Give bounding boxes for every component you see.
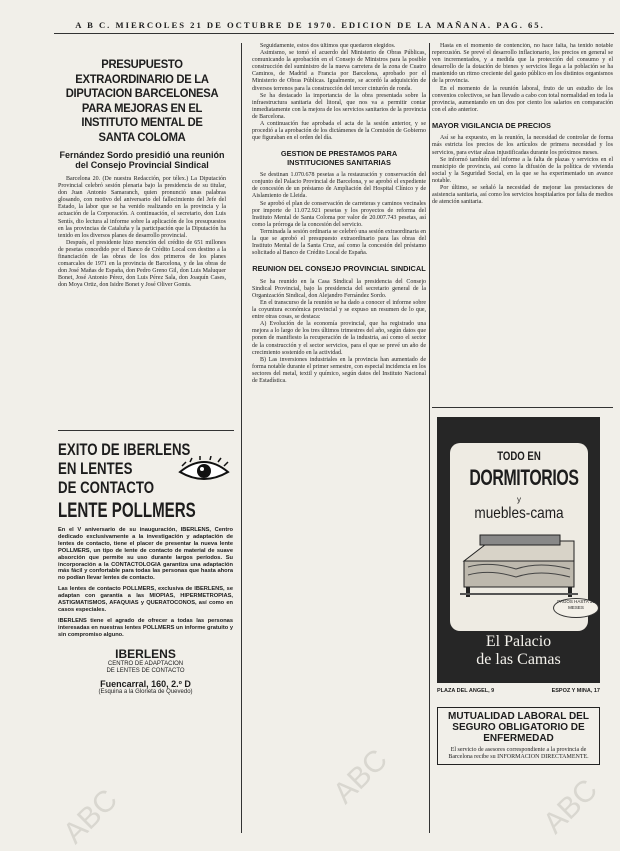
- column-3: [432, 43, 613, 401]
- page-header: A B C. MIERCOLES 21 DE OCTUBRE DE 1970. EDICION DE LA MAÑANA. PAG. 65.: [75, 20, 545, 30]
- ad-address-1: PLAZA DEL ANGEL, 9: [437, 688, 495, 694]
- ad-address-2: ESPOZ Y MINA, 17: [551, 688, 600, 694]
- ad-dormitorios: DORMITORIOS: [469, 465, 579, 490]
- section-rule: [58, 430, 234, 431]
- ad-mutualidad-title: MUTUALIDAD LABORAL DEL SEGURO OBLIGATORIO DE ENFERMEDAD: [448, 711, 589, 744]
- article-paragraph: En el momento de la reunión laboral, fruto de un estudio de los convenios colectivos, se han llevado a cabo con total normalidad en toda la provincia, aumentando en un dos por ciento los salarios en comparación con el año anterior.: [432, 85, 613, 113]
- ad-center-line2: DE LENTES DE CONTACTO: [106, 668, 185, 674]
- ad-address-note: (Esquina a la Glorieta de Quevedo): [98, 689, 193, 696]
- section-heading: GESTION DE PRESTAMOS PARA INSTITUCIONES SANITARIAS: [280, 149, 398, 167]
- ad-muebles-cama: muebles-cama: [474, 505, 564, 522]
- article-paragraph: Asimismo, se tomó el acuerdo del Ministerio de Obras Públicas, comunicando la aprobación en el Consejo de Ministros para la posible construcción del suministro de la nueva carretera de la zona de Cuatro Caminos, de Madrid a Francia por Barcelona, aprobado por el Ministerio de Obras Públicas. Igualmente, se acordó la adquisición de diversos terrenos para la construcción del tercer cinturón de ronda.: [252, 50, 426, 92]
- article-paragraph: Terminada la sesión ordinaria se celebró una sesión extraordinaria en la que se aprobó el presupuesto extraordinario para las obras del Instituto Mental de la Santa Cruz, así como la concesión del préstamo solicitado al Banco de Crédito Local de España.: [252, 228, 426, 257]
- article-paragraph: Se ha destacado la importancia de la obra presentada sobre la infraestructura sanitaria del litoral, que nos va a permitir contar inmediatamente con la mejora de los servicios sanitarios de la provincia de Barcelona.: [252, 92, 426, 120]
- ad-conjunction: y: [517, 495, 521, 504]
- ad-palacio-addresses: [437, 688, 600, 694]
- ad-title-line1: EXITO DE IBERLENS: [58, 440, 191, 459]
- article-paragraph: Así se ha expuesto, en la reunión, la necesidad de controlar de forma más estricta los precios de los artículos de primera necesidad y los servicios, para evitar alzas injustificadas durante los próximos meses.: [432, 135, 613, 156]
- article-paragraph: Hasta en el momento de contención, no hace falta, ha tenido notable repercusión. Se prevé el desarrollo inflacionario, los precios en general se ven incrementados, y a medida que la protección del consumo y el desarrollo de la dotación de bienes y servicios llega a la población se ha mantenido un ritmo creciente del gasto público en los distintos organismos de la provincia.: [432, 43, 613, 85]
- eye-icon: [178, 456, 230, 484]
- article-paragraph: Se ha reunido en la Casa Sindical la presidencia del Consejo Sindical Provincial, bajo la presidencia del secretario general de la Organización Sindical, don Alejandro Fernández Sordo.: [252, 278, 426, 299]
- section-rule: [432, 407, 613, 408]
- article-paragraph: En el transcurso de la reunión se ha dado a conocer el informe sobre la coyuntura económica provincial y se expuso un resumen de lo que, entre otras cosas, se destaca:: [252, 299, 426, 321]
- ad-title-line3: DE CONTACTO: [58, 478, 155, 497]
- article-paragraph: A continuación fue aprobada el acta de la sesión anterior, y se procedió a la aprobación de los dictámenes de la Comisión de Gobierno que figuraban en el orden del día.: [252, 121, 426, 142]
- ad-center-line1: CENTRO DE ADAPTACION: [107, 660, 184, 667]
- ad-todo-en: TODO EN: [497, 449, 541, 463]
- article-paragraph: Por último, se señaló la necesidad de mejorar las prestaciones de asistencia sanitaria, así como los servicios hospitalarios por falta de medios de atención sanitaria.: [432, 185, 613, 206]
- section-heading: REUNION DEL CONSEJO PROVINCIAL SINDICAL: [252, 264, 426, 274]
- article-paragraph: Se aprobó el plan de conservación de carreteras y caminos vecinales por importe de 11.072.921 pesetas y los proyectos de reforma del Instituto Mental de Santa Coloma por valor de 20.007.743 pesetas, así como la prórroga de la concesión del servicio.: [252, 200, 426, 228]
- ad-body: En el V aniversario de su inauguración, IBERLENS, Centro dedicado exclusivamente a la investigación y adaptación de lentes de contacto, tiene el placer de presentar la nueva lente POLLMERS, un tipo de lente de contacto de material de suave absorción que permite su uso durante largos períodos. Su incorporación a la CONTACTOLOGIA garantiza una adaptación más fácil y confortable para todas las personas que hasta ahora no podían llevar lentes de contacto.: [58, 527, 233, 582]
- ad-iberlens: [58, 440, 233, 835]
- payment-seal: PAGOS HASTA 36 MESES: [553, 598, 599, 618]
- ad-title-line2: EN LENTES: [58, 459, 133, 478]
- article-paragraph: Seguidamente, estos dos últimos que quedaron elegidos.: [260, 43, 396, 49]
- ad-palacio-line2: de las Camas: [476, 651, 561, 668]
- ad-palacio-camas: [437, 417, 600, 683]
- article-paragraph: Barcelona 20. (De nuestra Redacción, por télex.) La Diputación Provincial celebró sesión plenaria bajo la presidencia de su titular, don Juan Antonio Samaranch, quien pronunció unas palabras glosando, con motivo del aniversario del fallecimiento del Jefe del Estado, la labor que se ha venido realizando en la provincia y la actuación de la Corporación. A continuación, el secretario, don Luis Sentís, dio lectura al informe sobre la aplicación de los presupuestos en las provincias de Cataluña y la participación que la Diputación ha tenido en los diversos planes de desarrollo provincial.: [58, 176, 226, 239]
- column-1: [58, 43, 226, 423]
- article-paragraph: Después, el presidente hizo mención del crédito de 651 millones de pesetas concedido por el Banco de Crédito Local con destino a la financiación de las obras de los dos primeros de los planes comarcales de 1971 en la provincia de Barcelona, y de las obras de don José Mañas de España, don Pedro Greno Gil, don Luis Maluquer Bonet, José Antonio Pérez, don Luis Pérez Sala, don Joaquín Cases, don Moya Ortiz, don Isidre Bonet y José Oliver Gomis.: [58, 239, 226, 289]
- subheadline: Fernández Sordo presidió una reunión del Consejo Provincial Sindical: [59, 150, 225, 170]
- watermark: ABC: [537, 773, 604, 841]
- article-paragraph: Se destinan 1.070.678 pesetas a la restauración y conservación del conjunto del Palacio Provincial de Barcelona, y se aprobó el expediente de concesión de un préstamo de Ampliación del Hospital Clínico y de Aislamiento de Lleida.: [252, 172, 426, 200]
- ad-mutualidad-body: El servicio de asesores correspondiente a la provincia de Barcelona recibe su INFORMACION DIRECTAMENTE.: [448, 747, 589, 760]
- header-rule: [54, 33, 614, 34]
- article-paragraph: A) Evolución de la economía provincial, que ha registrado una mejora a lo largo de los tres últimos trimestres del año, según datos que ponen de manifiesto la recuperación de la industria, así como el sector de la construcción y el sector servicios, para el que se prevé un año de crecimiento sostenido en la actividad.: [252, 321, 426, 356]
- section-heading: MAYOR VIGILANCIA DE PRECIOS: [432, 120, 551, 130]
- ad-title-line4: LENTE POLLMERS: [58, 499, 196, 522]
- headline: PRESUPUESTO EXTRAORDINARIO DE LA DIPUTACION BARCELONESA PARA MEJORAS EN EL INSTITUTO MENTAL DE SANTA COLOMA: [65, 57, 219, 144]
- bed-illustration: [460, 531, 578, 601]
- ad-body-3: IBERLENS tiene el agrado de ofrecer a todas las personas interesadas en nuestras lentes POLLMERS un informe gratuito y sin compromiso alguno.: [58, 617, 233, 638]
- ad-frame: [450, 443, 595, 631]
- ad-address: Fuencarral, 160, 2.º D: [100, 679, 191, 690]
- watermark: ABC: [327, 743, 394, 811]
- article-paragraph: Se informó también del informe a la falta de plazas y servicios en el municipio de provincia, así como la difusión de la política de vivienda social y la Seguridad Social, en la que se ha experimentado un avance notable.: [432, 156, 613, 184]
- article-paragraph: B) Las inversiones industriales en la provincia han aumentado de forma notable durante el primer semestre, con especial incidencia en los sectores del metal, textil y químico, según datos del Instituto Nacional de Estadística.: [252, 356, 426, 384]
- column-divider: [241, 43, 242, 833]
- watermark: ABC: [57, 783, 124, 851]
- ad-brand: IBERLENS: [115, 646, 176, 661]
- column-divider: [429, 43, 430, 833]
- column-2: [252, 43, 426, 833]
- ad-body-2: Las lentes de contacto POLLMERS, exclusiva de IBERLENS, se adaptan con garantía a las MIOPIAS, HIPERMETROPIAS, ASTIGMATISMOS, AFAQUIAS y QUERATOCONOS, así como en casos especiales.: [58, 586, 233, 613]
- ad-palacio-line1: El Palacio: [485, 633, 552, 650]
- ad-mutualidad: [437, 707, 600, 765]
